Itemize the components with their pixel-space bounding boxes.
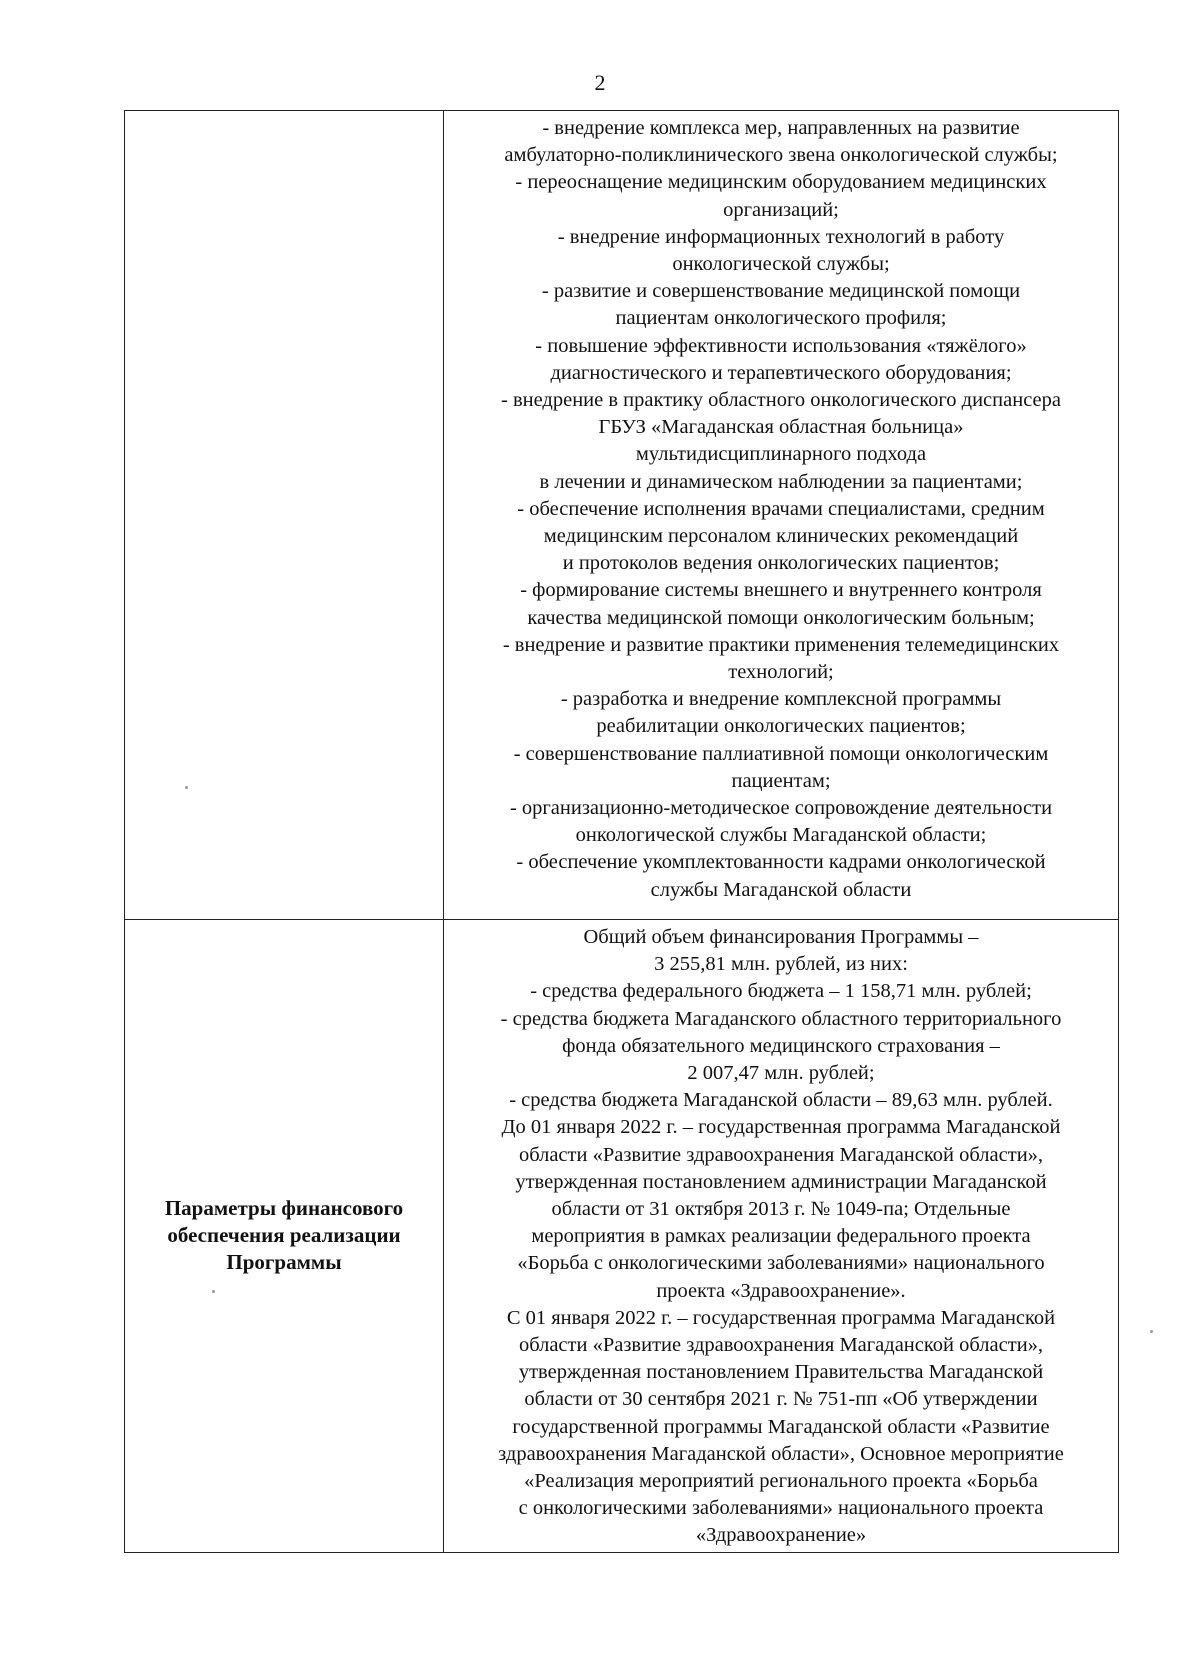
content-line: государственной программы Магаданской области «Развитие (512, 1415, 1050, 1438)
scan-speck (212, 1290, 215, 1293)
program-passport-table (124, 110, 1119, 1553)
content-line: с онкологическими заболеваниями» национального проекта (518, 1497, 1044, 1520)
content-line: диагностического и терапевтического оборудования; (550, 361, 1012, 384)
content-line: медицинским персоналом клинических рекомендаций (543, 525, 1019, 548)
content-line: области «Развитие здравоохранения Магаданской области», (518, 1143, 1044, 1166)
content-line: проекта «Здравоохранение». (656, 1279, 906, 1302)
content-line: До 01 января 2022 г. – государственная программа Магаданской (501, 1116, 1061, 1139)
scan-speck (1150, 1330, 1153, 1333)
content-line: - внедрение и развитие практики применения телемедицинских (502, 633, 1060, 656)
content-line: пациентам онкологического профиля; (615, 307, 947, 330)
content-line: - внедрение в практику областного онкологического диспансера (501, 389, 1061, 412)
content-line: и протоколов ведения онкологических пациентов; (562, 552, 1000, 575)
row-label-cell (125, 920, 444, 1553)
content-line: - повышение эффективности использования «тяжёлого» (535, 334, 1027, 357)
content-line: - обеспечение укомплектованности кадрами онкологической (516, 851, 1046, 874)
content-line: пациентам; (731, 769, 831, 792)
content-line: - средства бюджета Магаданского областного территориального (500, 1007, 1062, 1030)
content-line: онкологической службы Магаданской области; (575, 824, 987, 847)
content-line: реабилитации онкологических пациентов; (596, 715, 966, 738)
content-line: - внедрение комплекса мер, направленных на развитие (542, 117, 1020, 139)
content-line: организаций; (723, 198, 839, 221)
scan-speck (185, 786, 188, 789)
content-line: амбулаторно-поликлинического звена онкологической службы; (504, 144, 1058, 167)
content-line: ГБУЗ «Магаданская областная больница» (598, 416, 964, 439)
content-line: утвержденная постановлением Правительства Магаданской (518, 1361, 1044, 1384)
content-line: технологий; (728, 661, 834, 684)
content-line: - разработка и внедрение комплексной программы (560, 688, 1002, 711)
content-line: - развитие и совершенствование медицинской помощи (541, 280, 1021, 303)
content-line: «Здравоохранение» (695, 1524, 867, 1547)
finance-content-cell (444, 920, 1119, 1553)
content-line: - средства федерального бюджета – 1 158,71 млн. рублей; (530, 980, 1032, 1003)
content-line: фонда обязательного медицинского страхования – (562, 1034, 1000, 1057)
content-line: - средства бюджета Магаданской области – 89,63 млн. рублей. (509, 1089, 1053, 1112)
table-row-finance (125, 920, 1119, 1553)
content-line: онкологической службы; (672, 253, 890, 276)
content-line: С 01 января 2022 г. – государственная программа Магаданской (506, 1306, 1056, 1329)
content-line: - совершенствование паллиативной помощи онкологическим (513, 742, 1049, 765)
content-line: качества медицинской помощи онкологическим больным; (527, 606, 1035, 629)
content-line: здравоохранения Магаданской области», Основное мероприятие (498, 1442, 1064, 1465)
page-number: 2 (594, 70, 606, 95)
content-line: мультидисциплинарного подхода (635, 443, 927, 466)
content-line: области от 31 октября 2013 г. № 1049-па; Отдельные (551, 1198, 1011, 1221)
table-row-tasks (125, 111, 1119, 920)
content-line: «Борьба с онкологическими заболеваниями» национального (517, 1252, 1045, 1275)
row-label-cell (125, 111, 444, 920)
tasks-content-cell (444, 111, 1119, 920)
content-line: - обеспечение исполнения врачами специалистами, средним (517, 497, 1045, 520)
content-line: - организационно-методическое сопровождение деятельности (509, 797, 1053, 820)
content-line: 3 255,81 млн. рублей, из них: (654, 953, 908, 976)
finance-row-label: Параметры финансового обеспечения реализации Программы (164, 1196, 404, 1275)
content-line: 2 007,47 млн. рублей; (687, 1062, 875, 1085)
content-line: области от 30 сентября 2021 г. № 751-пп «Об утверждении (524, 1388, 1038, 1411)
content-line: - переоснащение медицинским оборудованием медицинских (515, 171, 1047, 194)
content-line: мероприятия в рамках реализации федерального проекта (531, 1225, 1031, 1248)
content-line: «Реализация мероприятий регионального проекта «Борьба (524, 1470, 1038, 1493)
content-line: Общий объем финансирования Программы – (583, 926, 979, 948)
content-line: области «Развитие здравоохранения Магаданской области», (518, 1334, 1044, 1357)
content-line: в лечении и динамическом наблюдении за пациентами; (539, 470, 1023, 493)
content-line: службы Магаданской области (650, 878, 912, 901)
content-line: - формирование системы внешнего и внутреннего контроля (520, 579, 1042, 602)
content-line: утвержденная постановлением администрации Магаданской (515, 1170, 1047, 1193)
content-line: - внедрение информационных технологий в работу (557, 225, 1005, 248)
